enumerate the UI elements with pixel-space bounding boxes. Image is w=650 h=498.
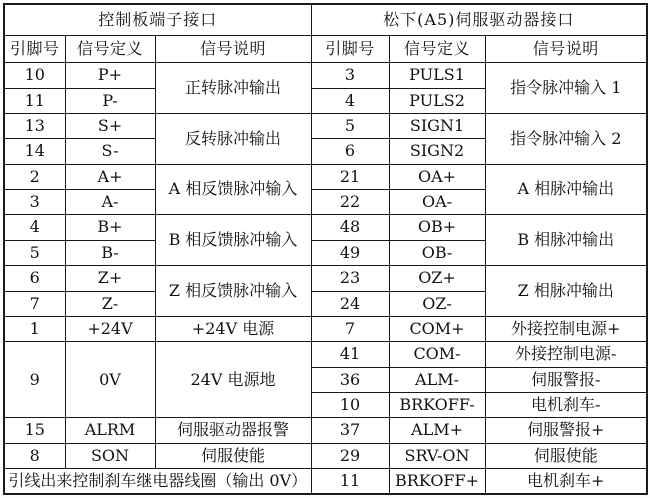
- pin-cell: 36: [311, 367, 389, 392]
- pin-cell: 3: [4, 190, 65, 215]
- description-cell: 伺服使能: [155, 443, 311, 468]
- signal-cell: OZ+: [389, 266, 485, 291]
- table-row: [4, 164, 647, 189]
- table-row: [4, 469, 647, 494]
- signal-cell: S-: [65, 139, 155, 164]
- col-header-left-desc: 信号说明: [155, 35, 311, 62]
- signal-cell: S+: [65, 114, 155, 139]
- pin-cell: 13: [4, 114, 65, 139]
- table-row: [4, 215, 647, 240]
- signal-cell: COM-: [389, 342, 485, 367]
- pin-cell: 2: [4, 164, 65, 189]
- table-title-row: [4, 4, 647, 35]
- table-row: [4, 418, 647, 443]
- description-cell: B 相反馈脉冲输入: [155, 215, 311, 266]
- description-cell: 外接控制电源+: [485, 316, 647, 341]
- description-cell: 电机刹车+: [485, 469, 647, 494]
- signal-cell: COM+: [389, 316, 485, 341]
- signal-cell: SIGN2: [389, 139, 485, 164]
- pin-cell: 23: [311, 266, 389, 291]
- signal-cell: SON: [65, 443, 155, 468]
- pin-cell: 3: [311, 63, 389, 88]
- description-cell: 指令脉冲输入 1: [485, 63, 647, 114]
- pin-cell: 10: [4, 63, 65, 88]
- description-cell: Z 相脉冲输出: [485, 266, 647, 317]
- table-row: [4, 114, 647, 139]
- signal-cell: Z-: [65, 291, 155, 316]
- description-cell: 反转脉冲输出: [155, 114, 311, 165]
- pin-mapping-table: [3, 3, 648, 495]
- signal-cell: PULS1: [389, 63, 485, 88]
- pin-cell: 24: [311, 291, 389, 316]
- signal-cell: ALM+: [389, 418, 485, 443]
- signal-cell: OA+: [389, 164, 485, 189]
- pin-cell: 7: [4, 291, 65, 316]
- description-cell: 伺服驱动器报警: [155, 418, 311, 443]
- signal-cell: Z+: [65, 266, 155, 291]
- signal-cell: OB-: [389, 240, 485, 265]
- signal-cell: P-: [65, 88, 155, 113]
- pin-cell: 6: [4, 266, 65, 291]
- col-header-right-pin: 引脚号: [311, 35, 389, 62]
- table-row: [4, 63, 647, 88]
- pin-cell: 1: [4, 316, 65, 341]
- pin-cell: 29: [311, 443, 389, 468]
- pin-cell: 5: [311, 114, 389, 139]
- description-cell: Z 相反馈脉冲输入: [155, 266, 311, 317]
- col-header-left-signal: 信号定义: [65, 35, 155, 62]
- description-cell: +24V 电源: [155, 316, 311, 341]
- pin-cell: 21: [311, 164, 389, 189]
- pin-cell: 22: [311, 190, 389, 215]
- description-cell: 伺服警报+: [485, 418, 647, 443]
- footer-note-cell: 引线出来控制刹车继电器线圈（输出 0V）: [4, 469, 311, 494]
- table-row: [4, 443, 647, 468]
- signal-cell: SRV-ON: [389, 443, 485, 468]
- signal-cell: P+: [65, 63, 155, 88]
- description-cell: 电机刹车-: [485, 393, 647, 418]
- signal-cell: ALM-: [389, 367, 485, 392]
- pin-cell: 14: [4, 139, 65, 164]
- signal-cell: A-: [65, 190, 155, 215]
- description-cell: A 相反馈脉冲输入: [155, 164, 311, 215]
- pin-cell: 8: [4, 443, 65, 468]
- pin-cell: 10: [311, 393, 389, 418]
- description-cell: 伺服使能: [485, 443, 647, 468]
- col-header-right-desc: 信号说明: [485, 35, 647, 62]
- signal-cell: B-: [65, 240, 155, 265]
- pin-cell: 49: [311, 240, 389, 265]
- pin-cell: 11: [4, 88, 65, 113]
- right-table-title: 松下(A5)伺服驱动器接口: [311, 4, 647, 35]
- pin-cell: 37: [311, 418, 389, 443]
- pin-cell: 15: [4, 418, 65, 443]
- description-cell: 24V 电源地: [155, 342, 311, 418]
- pin-cell: 9: [4, 342, 65, 418]
- table-row: [4, 342, 647, 367]
- description-cell: 外接控制电源-: [485, 342, 647, 367]
- signal-cell: B+: [65, 215, 155, 240]
- signal-cell: BRKOFF+: [389, 469, 485, 494]
- signal-cell: 0V: [65, 342, 155, 418]
- pin-cell: 6: [311, 139, 389, 164]
- signal-cell: OZ-: [389, 291, 485, 316]
- signal-cell: A+: [65, 164, 155, 189]
- table-row: [4, 266, 647, 291]
- pin-cell: 4: [311, 88, 389, 113]
- description-cell: A 相脉冲输出: [485, 164, 647, 215]
- pin-cell: 7: [311, 316, 389, 341]
- signal-cell: ALRM: [65, 418, 155, 443]
- pin-cell: 4: [4, 215, 65, 240]
- signal-cell: +24V: [65, 316, 155, 341]
- pin-cell: 5: [4, 240, 65, 265]
- description-cell: 伺服警报-: [485, 367, 647, 392]
- pin-cell: 48: [311, 215, 389, 240]
- col-header-left-pin: 引脚号: [4, 35, 65, 62]
- signal-cell: OB+: [389, 215, 485, 240]
- pin-cell: 11: [311, 469, 389, 494]
- description-cell: B 相脉冲输出: [485, 215, 647, 266]
- col-header-right-signal: 信号定义: [389, 35, 485, 62]
- description-cell: 指令脉冲输入 2: [485, 114, 647, 165]
- column-header-row: [4, 35, 647, 62]
- signal-cell: PULS2: [389, 88, 485, 113]
- signal-cell: SIGN1: [389, 114, 485, 139]
- signal-cell: BRKOFF-: [389, 393, 485, 418]
- table-row: [4, 316, 647, 341]
- left-table-title: 控制板端子接口: [4, 4, 311, 35]
- signal-cell: OA-: [389, 190, 485, 215]
- description-cell: 正转脉冲输出: [155, 63, 311, 114]
- pin-cell: 41: [311, 342, 389, 367]
